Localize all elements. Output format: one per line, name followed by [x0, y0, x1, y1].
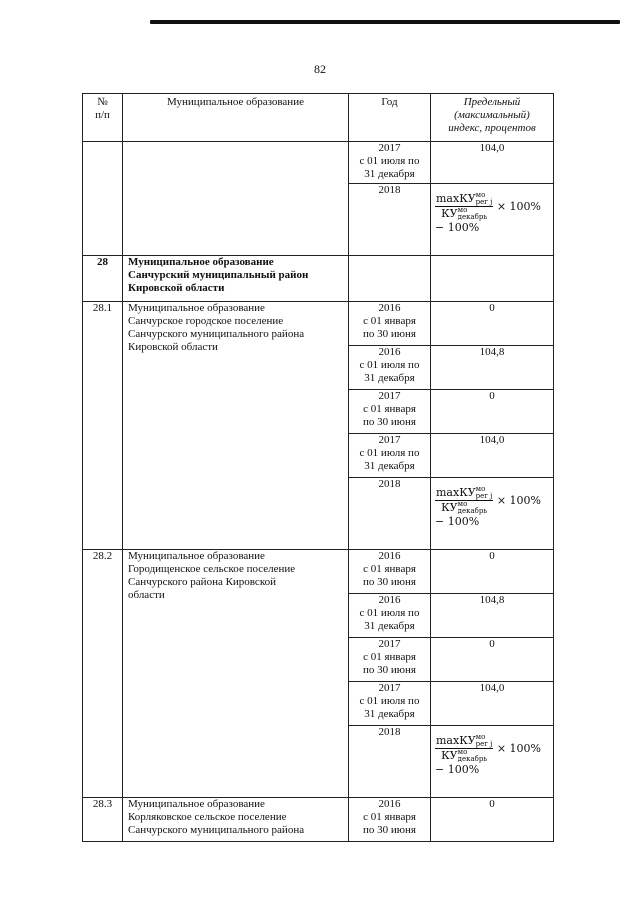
formula-fraction — [435, 486, 493, 515]
year-cell: 2017 с 01 января по 30 июня — [349, 638, 431, 682]
formula-times: × 100% — [496, 494, 542, 507]
index-cell: 104,8 — [431, 346, 554, 390]
table-row — [83, 798, 554, 842]
row-number: 28 — [83, 256, 123, 302]
header-index: Предельный (максимальный) индекс, процентов — [431, 94, 554, 142]
index-cell: 0 — [431, 550, 554, 594]
cell-empty — [349, 256, 431, 302]
formula-cell — [431, 478, 554, 550]
table-row — [83, 550, 554, 594]
year-cell: 2018 — [349, 726, 431, 798]
index-cell: 0 — [431, 390, 554, 434]
formula-minus: − 100% — [435, 515, 480, 528]
formula-sup: мо — [475, 733, 486, 741]
header-number: № п/п — [83, 94, 123, 142]
index-cell: 104,0 — [431, 142, 554, 184]
formula-sub: декабрь — [457, 507, 488, 515]
formula-cell — [431, 726, 554, 798]
table-header-row — [83, 94, 554, 142]
year-cell: 2016 с 01 января по 30 июня — [349, 550, 431, 594]
formula-sub: рег j — [475, 492, 493, 500]
municipality-name: Муниципальное образование Городищенское сельское поселение Санчурского района Кировской области — [123, 550, 349, 798]
row-number: 28.2 — [83, 550, 123, 798]
formula-sup: мо — [475, 485, 486, 493]
header-year: Год — [349, 94, 431, 142]
formula-times: × 100% — [496, 200, 542, 213]
year-cell: 2016 с 01 января по 30 июня — [349, 302, 431, 346]
tariff-index-table — [82, 93, 554, 842]
formula-cell — [431, 184, 554, 256]
municipality-name: Муниципальное образование Санчурский муниципальный район Кировской области — [123, 256, 349, 302]
index-cell: 104,0 — [431, 682, 554, 726]
municipality-name: Муниципальное образование Санчурское городское поселение Санчурского муниципального района Кировской области — [123, 302, 349, 550]
year-cell: 2017 с 01 июля по 31 декабря — [349, 682, 431, 726]
page-number: 82 — [314, 62, 326, 76]
formula-sub: рег j — [475, 198, 493, 206]
formula-times: × 100% — [496, 742, 542, 755]
year-cell: 2017 с 01 июля по 31 декабря — [349, 434, 431, 478]
formula-minus: − 100% — [435, 763, 480, 776]
formula-sub: декабрь — [457, 755, 488, 763]
year-cell: 2016 с 01 июля по 31 декабря — [349, 346, 431, 390]
table-row — [83, 256, 554, 302]
formula-numerator: maxКУ — [436, 734, 476, 747]
index-cell: 104,8 — [431, 594, 554, 638]
formula-sub: рег j — [475, 740, 493, 748]
formula-fraction — [435, 734, 493, 763]
year-cell: 2018 — [349, 184, 431, 256]
cell-empty — [123, 142, 349, 256]
year-cell: 2016 с 01 января по 30 июня — [349, 798, 431, 842]
formula-fraction — [435, 192, 493, 221]
formula-denominator: КУ — [441, 501, 458, 514]
formula-sub: декабрь — [457, 213, 488, 221]
formula-numerator: maxКУ — [436, 486, 476, 499]
formula-denominator: КУ — [441, 207, 458, 220]
table-row — [83, 302, 554, 346]
top-rule — [150, 20, 620, 24]
formula-sup: мо — [475, 191, 486, 199]
formula-sup: мо — [457, 500, 468, 508]
year-cell: 2016 с 01 июля по 31 декабря — [349, 594, 431, 638]
cell-empty — [431, 256, 554, 302]
formula-minus: − 100% — [435, 221, 480, 234]
formula-numerator: maxКУ — [436, 192, 476, 205]
index-cell: 0 — [431, 638, 554, 682]
municipality-name: Муниципальное образование Корляковское сельское поселение Санчурского муниципального района — [123, 798, 349, 842]
formula-sup: мо — [457, 206, 468, 214]
row-number: 28.1 — [83, 302, 123, 550]
table-row — [83, 142, 554, 184]
formula-sup: мо — [457, 748, 468, 756]
formula-denominator: КУ — [441, 749, 458, 762]
year-cell: 2017 с 01 января по 30 июня — [349, 390, 431, 434]
year-cell: 2018 — [349, 478, 431, 550]
index-cell: 0 — [431, 798, 554, 842]
index-cell: 104,0 — [431, 434, 554, 478]
cell-empty — [83, 142, 123, 256]
index-cell: 0 — [431, 302, 554, 346]
year-cell: 2017 с 01 июля по 31 декабря — [349, 142, 431, 184]
row-number: 28.3 — [83, 798, 123, 842]
header-municipality: Муниципальное образование — [123, 94, 349, 142]
